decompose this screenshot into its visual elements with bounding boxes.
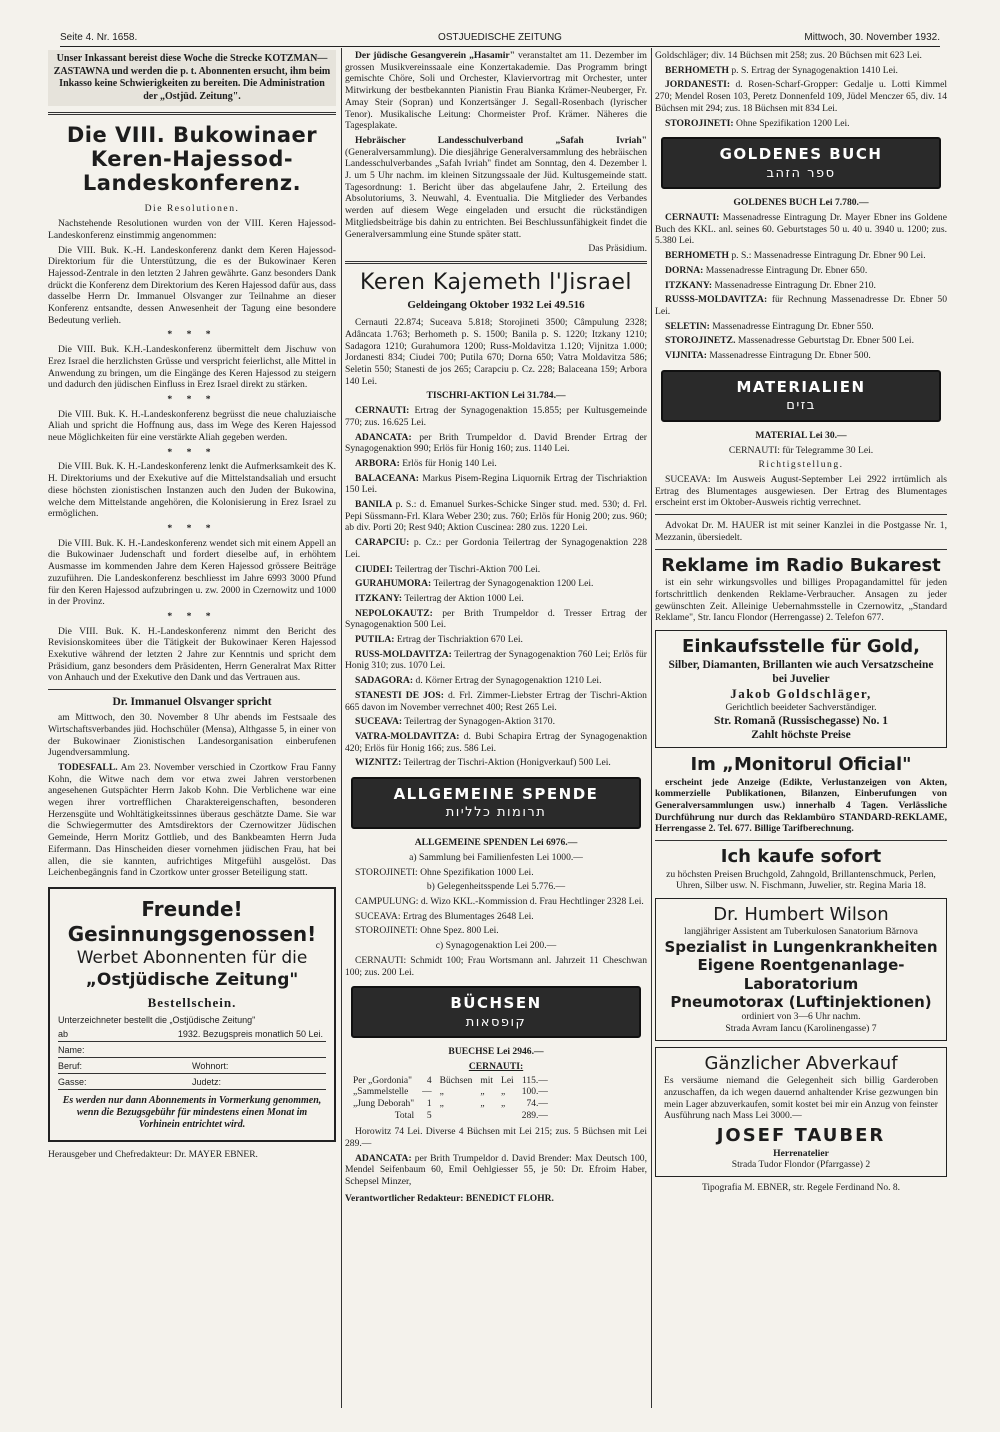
- table-cell: „Jung Deborah": [353, 1099, 415, 1109]
- monitor-ad-title: Im „Monitorul Oficial": [690, 754, 912, 776]
- divider: [345, 261, 647, 264]
- donation-entry: [655, 321, 947, 333]
- gold-ad-address: Str. Romană (Russischegasse) No. 1: [714, 715, 888, 727]
- order-name-field[interactable]: [58, 1044, 326, 1058]
- place-name: VIJNITA:: [665, 350, 707, 362]
- entry-text: Teilertrag der Aktion 1000 Lei.: [404, 592, 524, 604]
- donation-entry: [655, 335, 947, 347]
- table-cell: Per „Gordonia": [353, 1075, 413, 1086]
- buechse-heading: BUECHSE Lei 2946.—: [448, 1046, 544, 1058]
- banner-title: BÜCHSEN: [450, 994, 542, 1013]
- place-name: BANILA: [355, 499, 393, 511]
- spende-heading: ALLGEMEINE SPENDEN Lei 6976.—: [414, 837, 578, 849]
- entry-text: p. S. Ertrag der Synagogenaktion 1410 Lei.: [731, 64, 898, 76]
- correction-text: SUCEAVA: Im Ausweis August-September Lei 2922 irrtümlich als Ertrag des Blumentages ausgewiesen. Der Ertrag des Blumentages erscheint erst im Oktober-Ausweis richtig verrechnet.: [655, 474, 947, 509]
- table-cell: 5: [426, 1110, 432, 1121]
- order-note: Es werden nur dann Abonnements in Vormerkung genommen, wenn die Bezugsgebühr für mindestens einen Monat im Vorhinein entrichtet wird.: [62, 1095, 322, 1131]
- banner-title: GOLDENES BUCH: [719, 145, 883, 164]
- place-name: SUCEAVA:: [355, 716, 403, 728]
- table-cell: Lei: [501, 1075, 514, 1086]
- wilson-ad-specialty: Pneumotorax (Luftinjektionen): [670, 993, 932, 1012]
- place-name: VATRA-MOLDAVITZA:: [355, 730, 460, 742]
- divider: [48, 689, 336, 690]
- field-label: 1932. Bezugspreis monatlich 50 Lei.: [175, 1029, 326, 1040]
- adancata-lead: ADANCATA:: [355, 1152, 412, 1164]
- wilson-ad-title: Dr. Humbert Wilson: [713, 903, 889, 925]
- buechsen-banner: [351, 986, 641, 1038]
- place-name: STANESTI DE JOS:: [355, 689, 444, 701]
- material-entry: CERNAUTI: für Telegramme 30 Lei.: [728, 444, 874, 456]
- donation-entry: [345, 731, 647, 754]
- donation-entry: [345, 757, 647, 769]
- donation-entry: [345, 499, 647, 534]
- wilson-ad-specialty: Eigene Roentgenanlage-Laboratorium: [697, 956, 905, 993]
- article-paragraph: Die VIII. Buk. K. H.-Landeskonferenz lenkt die Aufmerksamkeit des K. H. Direktoriums und der Exekutive auf die Mittelstandsaliah und ersucht diese höchsten zionistischen Instanzen auch den Juden der Bukowina, welche dem Mittelstande angehören, die Kolonisierung in Erez Israel zu ermöglichen.: [48, 461, 336, 520]
- column-middle: [345, 50, 647, 1405]
- donation-entry: [655, 212, 947, 247]
- spende-sub: b) Gelegenheitsspende Lei 5.776.—: [426, 881, 566, 893]
- place-name: ARBORA:: [355, 457, 400, 469]
- order-form-title: Bestellschein.: [147, 995, 237, 1011]
- table-total-row: [349, 1111, 552, 1123]
- olsvanger-text: am Mittwoch, den 30. November 8 Uhr abends im Festsaale des Wirtschaftsverbandes jüd. Hochschüler (Mensa), Althgasse 5, in einer von der Bukowinaer Zionistischen Landesorganisation einberufenen Jugendversammlung.: [48, 712, 336, 759]
- gold-ad: [655, 630, 947, 748]
- entry-text: per Brith Trumpeldor d. Tresser Ertrag der Synagogenaktion 500 Lei.: [345, 607, 647, 631]
- place-name: ITZKANY:: [355, 592, 403, 604]
- entry-text: Massenadresse Eintragung Dr. Mayer Ebner ins Goldene Buch des KKL. anl. seines 60. Geburtstages 50 u. 40 u. 3940 u. 1200; zus. 5.380 Lei.: [655, 212, 947, 247]
- radio-ad-text: ist ein sehr wirkungsvolles und billiges Propagandamittel für jeden fortschrittlich denkenden Reklame-Verbraucher. Ansagen zu jeder gewünschten Zeit. Alleinige Uebernahmsstelle in Czernowitz, „Standard Reklame", Str. Iancu Flondor (Herrengasse) 2. Telefon 677.: [655, 577, 947, 624]
- banner-hebrew: בזים: [786, 398, 816, 414]
- table-cell: [476, 1111, 497, 1123]
- donation-entry: [655, 250, 947, 262]
- ad-heading: „Ostjüdische Zeitung": [85, 970, 299, 991]
- divider: [655, 514, 947, 515]
- inkasso-notice: Unser Inkassant bereist diese Woche die Strecke KOTZMAN—ZASTAWNA und werden die p. t. Abonnenten ersucht, ihm beim Inkasso keine Schwierigkeiten zu bereiten. Die Administration der „Ostjüd. Zeitung".: [48, 50, 336, 106]
- entry-text: Teilertrag der Synagogenaktion 1200 Lei.: [433, 578, 594, 590]
- donation-entry: [655, 265, 947, 277]
- table-cell: [436, 1111, 477, 1123]
- order-beruf-field[interactable]: [58, 1060, 326, 1074]
- tauber-ad-sub: Herrenatelier: [773, 1147, 829, 1159]
- entry-text: Ertrag der Synagogenaktion 15.855; per Kultusgemeinde 770; zus. 16.625 Lei.: [345, 405, 647, 428]
- gold-ad-title: Einkaufsstelle für Gold,: [682, 635, 920, 657]
- wilson-ad-line: Strada Avram Iancu (Karolinengasse) 7: [725, 1023, 877, 1035]
- donation-entry: [345, 537, 647, 560]
- tauber-ad-title: Gänzlicher Abverkauf: [704, 1052, 898, 1074]
- banner-hebrew: ספר הזהב: [766, 165, 836, 181]
- entry-text: p. S.: d. Emanuel Surkes-Schicke Singer stud. med. 530; d. Frl. Pepi Süssmann-Frl. Klara Weber 230; zus. 760; Erlös für Honig 200; zus. 960; ab div. Porti 20; Rest 940; Aktion Cuscinea: 280 zus. 1220 Lei.: [345, 499, 647, 534]
- table-row: [349, 1076, 552, 1088]
- article-paragraph: Die VIII. Buk. K.H.-Landeskonferenz übermittelt dem Jischuw von Erez Israel die herzlichsten Grüsse und verspricht feierlichst, alle Mittel in Anwendung zu bringen, um die Eingänge des Keren Hajessod zu steigern und dadurch den jüdischen Einfluss in Erez Israel direkt zu stärken.: [48, 344, 336, 391]
- entry-text: Massenadresse Eintragung Dr. Ebner 500.: [709, 350, 871, 362]
- place-lead: STOROJINETI:: [665, 117, 734, 129]
- radio-ad-title: Reklame im Radio Bukarest: [661, 554, 941, 576]
- section-stars: * * *: [167, 610, 217, 622]
- gold-ad-price: Zahlt höchste Preise: [751, 729, 851, 742]
- table-cell: 100.—: [521, 1087, 548, 1098]
- buechse-table: [349, 1076, 552, 1122]
- entry-text: Markus Pisem-Regina Liquornik Ertrag der Tischriaktion 150 Lei.: [345, 472, 647, 496]
- table-cell: „: [501, 1087, 506, 1098]
- newspaper-name: OSTJUEDISCHE ZEITUNG: [438, 32, 562, 43]
- spende-entry: STOROJINETI: Ohne Spez. 800 Lei.: [355, 925, 499, 937]
- page-header: [60, 30, 940, 47]
- tischri-heading: TISCHRI-AKTION Lei 31.784.—: [426, 390, 566, 402]
- banner-title: MATERIALIEN: [736, 377, 866, 396]
- safah-lead: Hebräischer Landesschulverband „Safah Ivriah": [355, 134, 647, 146]
- entry-text: Massenadresse Eintragung Dr. Ebner 210.: [714, 279, 876, 291]
- olsvanger-headline: Dr. Immanuel Olsvanger spricht: [112, 696, 272, 709]
- place-name: DORNA:: [665, 264, 704, 276]
- hasamir-text: veranstaltet am 11. Dezember im grossen Musikvereinssaale eine Konzertakademie. Das Programm bringt gemischte Chöre, Soli und Orchester, Klaviervortrag mit Orchester, unter Mitwirkung der bestbekannten Pianistin Frau Bianka Krämer-Neuberger, Fr. Amay Steir (Sopran) und Konzertsänger J. Segall-Rosenbach (lyrischer Tenor). Musikalische Leitung: Chormeister Prof. Krämer. Näheres die Tagesplakate.: [345, 50, 647, 132]
- order-form: [58, 1015, 326, 1090]
- goldenes-buch-entries: [655, 212, 947, 362]
- place-name: NEPOLOKAUTZ:: [355, 607, 433, 619]
- entry-text: Erlös für Honig 140 Lei.: [402, 457, 497, 469]
- issue-date: Mittwoch, 30. November 1932.: [804, 32, 940, 43]
- donation-entry: [345, 432, 647, 455]
- gold-ad-line: Silber, Diamanten, Brillanten wie auch Versatzscheine bei Juvelier: [668, 659, 934, 686]
- place-name: SELETIN:: [665, 320, 710, 332]
- table-cell: „: [439, 1087, 444, 1098]
- entry-text: Massenadresse Geburtstag Dr. Ebner 500 Lei.: [737, 335, 914, 347]
- entry-text: d. Frl. Zimmer-Liebster Ertrag der Tischri-Aktion 665 davon im November verrechnet 400; Rest 265 Lei.: [345, 689, 647, 713]
- column-divider: [651, 48, 652, 1408]
- donation-entry: [345, 634, 647, 646]
- field-label: Gasse:: [58, 1077, 90, 1088]
- banner-hebrew: קופסאות: [465, 1014, 527, 1030]
- field-label: Beruf:: [58, 1061, 85, 1072]
- section-stars: * * *: [167, 446, 217, 458]
- kkl-subheadline: Geldeingang Oktober 1932 Lei 49.516: [407, 298, 585, 311]
- article-paragraph: Die VIII. Buk. K.-H. Landeskonferenz dankt dem Keren Hajessod-Direktorium für die Unterstützung, die es der Bukowinaer Keren Hajessod-Zentrale in den letzten 2 Jahren gewährte. Ganz besonders Dank drückt die Konferenz dem Direktorium des Keren Hajessod dafür aus, dass dasselbe Herrn Dr. Immanuel Olsvanger zur Teilnahme an dieser Konferenz entsandte, dessen Anwesenheit der Tagung eine besondere Bedeutung verlieh.: [48, 244, 336, 326]
- field-label: Name:: [58, 1045, 88, 1056]
- donation-entry: [345, 578, 647, 590]
- table-cell: —: [422, 1087, 432, 1098]
- goldenes-buch-banner: [661, 137, 941, 189]
- entry-text: d. Bubi Schapira Ertrag der Synagogenaktion 420; Erlös für Honig 166; zus. 586 Lei.: [345, 730, 647, 754]
- field-label: ab: [58, 1029, 71, 1040]
- place-name: BERHOMETH: [665, 250, 729, 262]
- entry-text: Teilertrag der Tischri-Aktion 700 Lei.: [395, 563, 541, 575]
- ad-heading: Gesinnungsgenossen!: [67, 922, 317, 946]
- buechse-place: CERNAUTI:: [468, 1061, 524, 1073]
- place-name: CERNAUTI:: [665, 212, 720, 224]
- place-name: CARAPCIU:: [355, 537, 410, 549]
- donation-entry: [655, 350, 947, 362]
- place-name: STOROJINETZ.: [665, 335, 736, 347]
- table-cell: „: [501, 1099, 506, 1109]
- wilson-ad-line: langjähriger Assistent am Tuberkulosen Sanatorium Bărnova: [684, 926, 918, 938]
- materialien-banner: [661, 370, 941, 422]
- kkl-summary: Cernauti 22.874; Suceava 5.818; Storojineti 3500; Câmpulung 2328; Adâncata 1.763; Berhometh p. S. 1500; Banila p. S. 1220; Itzkany 1210; Sadagora 1210; Gurahumora 1200; Russ-Moldavitza 1.120; Vijnitza 1.000; Jordanesti 834; Ciudei 700; Putila 670; Dorna 650; Vatra Moldavitza 586; Seletin 550; Stanesti de jos 265; Carapciu p. Cz. 228; Balaceana 159; Arbora 140 Lei.: [345, 317, 647, 387]
- field-label: Wohnort:: [192, 1061, 231, 1072]
- spende-sub: a) Sammlung bei Familienfesten Lei 1000.—: [409, 851, 583, 863]
- page-number: Seite 4. Nr. 1658.: [60, 32, 138, 43]
- goldenes-buch-heading: GOLDENES BUCH Lei 7.780.—: [733, 197, 869, 209]
- table-cell: 289.—: [521, 1110, 548, 1121]
- article-paragraph: Die VIII. Buk. K. H.-Landeskonferenz begrüsst die neue chaluziaische Aliah und spricht die Hoffnung aus, dass im Wege des Keren Hajessod neue Möglichkeiten für eine verstärkte Aliah gegeben werden.: [48, 408, 336, 444]
- spende-entry: SUCEAVA: Ertrag des Blumentages 2648 Lei.: [355, 910, 534, 922]
- printer-credit: Tipografia M. EBNER, str. Regele Ferdinand No. 8.: [701, 1182, 901, 1193]
- section-stars: * * *: [167, 393, 217, 405]
- donation-entry: [345, 458, 647, 470]
- resolutions-subtitle: Die Resolutionen.: [144, 203, 240, 215]
- publisher-credit: Herausgeber und Chefredakteur: Dr. MAYER EBNER.: [48, 1149, 258, 1160]
- donation-entry: [655, 280, 947, 292]
- correction-heading: Richtigstellung.: [758, 459, 844, 471]
- place-name: RUSS-MOLDAVITZA:: [355, 648, 452, 660]
- tauber-ad-name: JOSEF TAUBER: [716, 1125, 886, 1147]
- allgemeine-spende-banner: [351, 777, 641, 829]
- article-paragraph: Goldschläger; div. 14 Büchsen mit 258; zus. 20 Büchsen mit 623 Lei.: [655, 50, 922, 61]
- death-notice-lead: TODESFALL.: [58, 761, 118, 773]
- divider: [655, 840, 947, 841]
- table-cell: „Sammelstelle: [353, 1087, 409, 1098]
- column-right: [655, 50, 947, 1405]
- donation-entry: [345, 593, 647, 605]
- entry-text: d. Rosen-Scharf-Gropper: Gedalje u. Lotti Kimmel 270; Mendel Rosen 103, Peretz Donnenfeld 109, Jüdel Menczer 65, div. 14 Büchsen mit 294; zus. 18 Büchsen mit 834 Lei.: [655, 79, 947, 114]
- table-cell: 74.—: [526, 1099, 548, 1109]
- place-lead: BERHOMETH: [665, 64, 729, 76]
- table-cell: 1: [426, 1099, 432, 1109]
- donation-entry: [345, 473, 647, 496]
- table-cell: „: [480, 1087, 485, 1098]
- banner-title: ALLGEMEINE SPENDE: [393, 785, 599, 804]
- article-paragraph: Die VIII. Buk. K. H.-Landeskonferenz nimmt den Bericht des Revisionskomitees über die Tätigkeit der Bukowinaer Keren Hajessod Exekutive während der letzten 2 Jahre zur Kenntnis und spricht dem Präsidium, ganz besonders dem Präsidenten, Herrn Generalrat Max Ritter von Anhauch und der Exekutive den Dank und das Vertrauen aus.: [48, 625, 336, 684]
- donation-entries: [345, 405, 647, 769]
- table-cell: Total: [394, 1110, 415, 1121]
- entry-text: per Brith Trumpeldor d. David Brender Ertrag der Synagogenaktion 990; Erlös für Honig 160; zus. 1140 Lei.: [345, 431, 647, 455]
- kaufe-ad-title: Ich kaufe sofort: [720, 846, 882, 868]
- kkl-headline: Keren Kajemeth l'Jisrael: [360, 269, 632, 295]
- tauber-ad: [655, 1047, 947, 1177]
- place-name: CERNAUTI:: [355, 405, 410, 417]
- place-name: BALACEANA:: [355, 472, 419, 484]
- order-gasse-field[interactable]: [58, 1076, 326, 1090]
- spende-entry: STOROJINETI: Ohne Spezifikation 1000 Lei.: [355, 866, 534, 878]
- article-paragraph: Nachstehende Resolutionen wurden von der VIII. Keren Hajessod-Landeskonferenz einstimmig angenommen:: [48, 218, 336, 241]
- entry-text: d. Körner Ertrag der Synagogenaktion 1210 Lei.: [415, 675, 602, 687]
- banner-hebrew: תרומות כלליות: [445, 805, 547, 821]
- order-start-field[interactable]: [58, 1028, 326, 1042]
- table-cell: mit: [480, 1075, 494, 1086]
- entry-text: Ertrag der Tischriaktion 670 Lei.: [396, 634, 523, 646]
- tauber-ad-text: Es versäume niemand die Gelegenheit sich billig Garderoben anzuschaffen, da ich wegen dauernd anhaltender Krise gezwungen bin mein Lager abzuverkaufen, somit kostet bei mir ein Anzug von feinster Ausführung nach Mass Lei 3000.—: [664, 1075, 938, 1122]
- entry-text: Massenadresse Eintragung Dr. Ebner 550.: [712, 320, 874, 332]
- safah-signature: Das Präsidium.: [588, 243, 647, 255]
- section-stars: * * *: [167, 523, 217, 534]
- field-label: Judetz:: [192, 1077, 224, 1088]
- place-name: CIUDEI:: [355, 563, 393, 575]
- safah-text: (Generalversammlung). Die diesjährige Generalversammlung des hebräischen Landesschulverbandes „Safah Ivriah" findet am Sonntag, den 4. Dezember l. J. um 5 Uhr nachm. im kleinen Sitzungssaale der Jüd. Kultusgemeinde statt. Tagesordnung: 1. Bericht über das abgelaufene Jahr, 2. Erteilung des Absolutoriums, 3. Neuwahl, 4. Eventualia. Die Mitglieder des Verbandes werden auf diesem Wege eingeladen und ersucht die rückständigen Mitgliedsbeiträge bis dahin zu entrichten. Bei Beschlussunfähigkeit findet die Generalversammlung eine Stunde später statt.: [345, 146, 647, 240]
- monitor-ad-text: erscheint jede Anzeige (Edikte, Verlustanzeigen von Akten, kommerzielle Publikationen, Bilanzen, Einberufungen von Generalversammlungen usw.) innerhalb 4 Tagen. Verlässliche Durchführung nur durch das Reklambüro STANDARD-REKLAME, Herrengasse 2. Tel. 677. Billige Tarifberechnung.: [655, 776, 947, 835]
- entry-text: p. S.: Massenadresse Eintragung Dr. Ebner 90 Lei.: [731, 250, 926, 262]
- table-cell: „: [480, 1099, 485, 1109]
- advokat-notice: Advokat Dr. M. HAUER ist mit seiner Kanzlei in die Postgasse Nr. 1, Mezzanin, übersiedelt.: [655, 520, 947, 543]
- table-cell: 115.—: [522, 1075, 548, 1086]
- place-name: GURAHUMORA:: [355, 578, 432, 590]
- order-form-intro: Unterzeichneter bestellt die „Ostjüdische Zeitung": [58, 1015, 256, 1026]
- column-left: [48, 50, 336, 1405]
- table-row: [349, 1099, 552, 1111]
- table-cell: 4: [426, 1075, 432, 1086]
- material-heading: MATERIAL Lei 30.—: [755, 429, 847, 441]
- table-row: [349, 1087, 552, 1099]
- table-cell: [497, 1111, 518, 1123]
- entry-text: für Rechnung Massenadresse Dr. Ebner 50 Lei.: [655, 294, 947, 317]
- donation-entry: [345, 405, 647, 428]
- entry-text: Massenadresse Eintragung Dr. Ebner 650.: [705, 264, 868, 276]
- kaufe-ad-text: zu höchsten Preisen Bruchgold, Zahngold, Brillantenschmuck, Perlen, Uhren, Silber usw. N. Fischmann, Juwelier, str. Regina Maria 18.: [666, 868, 936, 892]
- place-name: ITZKANY:: [665, 279, 713, 291]
- article-paragraph: Die VIII. Buk. K. H.-Landeskonferenz wendet sich mit einem Appell an die Bukowinaer Judenschaft und fordert dieselbe auf, in erhöhtem Ausmasse im kommenden Jahre dem Keren Hajessod grössere Beiträge zuzuführen. Die Landeskonferenz beschliesst im Jahre 6993 3000 Pfund für den Keren Hajessod aufzubringen u. zw. 2000 in Czernowitz und 1000 in der Provinz.: [48, 537, 336, 608]
- donation-entry: [655, 294, 947, 317]
- gold-ad-name: Jakob Goldschläger,: [730, 686, 872, 702]
- place-name: PUTILA:: [355, 634, 395, 646]
- hasamir-lead: Der jüdische Gesangverein „Hasamir": [355, 50, 515, 61]
- donation-entry: [345, 649, 647, 672]
- ad-heading: Werbet Abonnenten für die: [76, 948, 308, 968]
- place-name: RUSSS-MOLDAVITZA:: [665, 294, 768, 306]
- donation-entry: [345, 675, 647, 687]
- wilson-ad-specialty: Spezialist in Lungenkrankheiten: [664, 938, 938, 957]
- adancata-text: per Brith Trumpeldor d. David Brender: Max Deutsch 100, Mendel Seifenbaum 60, Emil Oehlgiesser 55, je 50: Dr. Efroim Haber, Schepsel Minzer,: [345, 1152, 647, 1187]
- place-name: WIZNITZ:: [355, 757, 402, 769]
- spende-entry: CAMPULUNG: d. Wizo KKL.-Kommission d. Frau Hechtlinger 2328 Lei.: [355, 896, 644, 908]
- donation-entry: [345, 716, 647, 728]
- entry-text: Teilertrag der Tischri-Aktion (Honigverkauf) 500 Lei.: [403, 757, 611, 769]
- death-notice-text: Am 23. November verschied in Czortkow Frau Fanny Kohn, die Witwe nach dem vor etwa zwei Jahren verstorbenen angesehenen Gutspächter Herrn Jakob Kohn. Die Verblichene war eine wegen ihrer vortrefflichen Charaktereigenschaften, besonderen Herzensgüte und Wohltätigkeitssinnes überaus geschätzte Dame. Sie war die Schwiegermutter des Amtsdirektors der Czernowitzer Jüdischen Gemeinde, Herrn Moritz Gottlieb, und des Bankbeamten Herrn Juda Eifermann. Das Hinscheiden dieser vornehmen jüdischen Frau, hat bei allen, die sie kannten, aufrichtiges Mitgefühl ausgelöst. Das Leichenbegängnis fand in Czortkow unter grosser Beteiligung statt.: [48, 761, 336, 879]
- tauber-ad-address: Strada Tudor Flondor (Pfarrgasse) 2: [731, 1159, 871, 1171]
- table-cell: Büchsen: [439, 1075, 473, 1086]
- column-divider: [341, 48, 342, 1408]
- place-name: SADAGORA:: [355, 675, 414, 687]
- donation-entry: [345, 690, 647, 713]
- entry-text: Teilertrag der Synagogen-Aktion 3170.: [404, 716, 555, 728]
- editor-credit: Verantwortlicher Redakteur: BENEDICT FLOHR.: [345, 1193, 554, 1204]
- place-lead: JORDANESTI:: [665, 79, 731, 91]
- gold-ad-line: Gerichtlich beeideter Sachverständiger.: [725, 702, 877, 714]
- spende-sub: c) Synagogenaktion Lei 200.—: [435, 940, 557, 952]
- conference-headline: Die VIII. Bukowinaer Keren-Hajessod-Landeskonferenz.: [66, 123, 318, 196]
- entry-text: Ohne Spezifikation 1200 Lei.: [736, 117, 850, 129]
- wilson-ad: [655, 898, 947, 1041]
- subscription-ad: [48, 887, 336, 1142]
- donation-entry: [345, 608, 647, 631]
- entry-text: Teilertrag der Synagogenaktion 760 Lei; Erlös für Honig 310; zus. 1070 Lei.: [345, 648, 647, 672]
- ad-heading: Freunde!: [141, 897, 243, 921]
- buechse-text: Horowitz 74 Lei. Diverse 4 Büchsen mit Lei 215; zus. 5 Büchsen mit Lei 289.—: [345, 1126, 647, 1149]
- entry-text: p. Cz.: per Gordonia Teilertrag der Synagogenaktion 228 Lei.: [345, 537, 647, 560]
- donation-entry: [345, 564, 647, 576]
- divider: [655, 549, 947, 550]
- divider: [48, 112, 336, 115]
- table-cell: „: [439, 1099, 444, 1109]
- section-stars: * * *: [167, 329, 217, 341]
- place-name: ADANCATA:: [355, 431, 412, 443]
- spende-entry: CERNAUTI: Schmidt 100; Frau Wortsmann anl. Jahrzeit 11 Cheschwan 100; zus. 200 Lei.: [345, 954, 647, 978]
- wilson-ad-line: ordiniert von 3—6 Uhr nachm.: [741, 1011, 861, 1023]
